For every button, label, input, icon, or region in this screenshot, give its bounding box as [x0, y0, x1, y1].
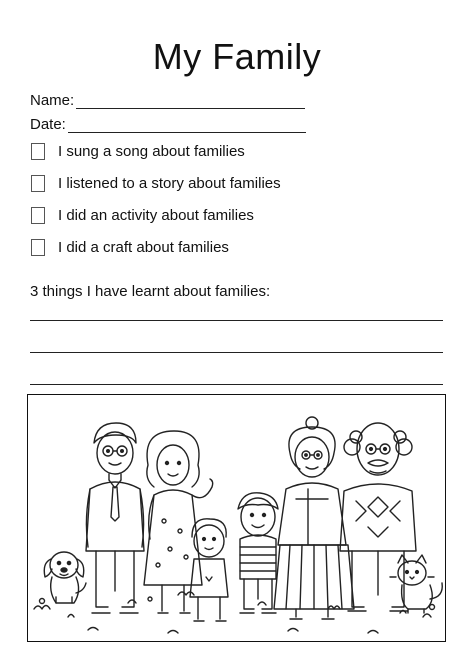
boy: [238, 493, 278, 613]
date-label: Date:: [30, 116, 66, 133]
page-title: My Family: [152, 36, 322, 77]
checkbox[interactable]: [31, 175, 45, 192]
checklist-label: I did an activity about families: [58, 207, 254, 224]
date-input-line[interactable]: [68, 117, 306, 133]
checklist-item: [31, 143, 245, 160]
answer-line-1[interactable]: [30, 320, 443, 321]
name-label: Name:: [30, 92, 75, 109]
family-illustration: [27, 394, 446, 642]
name-input-line[interactable]: [76, 93, 305, 109]
date-field: [30, 116, 306, 133]
name-field: [30, 92, 305, 109]
baby: [190, 519, 228, 621]
checklist-item: [31, 207, 254, 224]
family-illustration-drawing: [28, 395, 446, 642]
checklist-label: I listened to a story about families: [58, 175, 281, 192]
learnt-prompt: 3 things I have learnt about families:: [30, 283, 271, 300]
checkbox[interactable]: [31, 207, 45, 224]
father: [86, 423, 144, 613]
checkbox[interactable]: [31, 143, 45, 160]
checklist-label: I sung a song about families: [58, 143, 245, 160]
cat: [390, 555, 442, 613]
answer-line-3[interactable]: [30, 384, 443, 385]
checklist-item: [31, 175, 281, 192]
answer-line-2[interactable]: [30, 352, 443, 353]
checkbox[interactable]: [31, 239, 45, 256]
checklist-label: I did a craft about families: [58, 239, 229, 256]
checklist-item: [31, 239, 229, 256]
mother: [144, 431, 213, 613]
dog: [44, 552, 86, 603]
